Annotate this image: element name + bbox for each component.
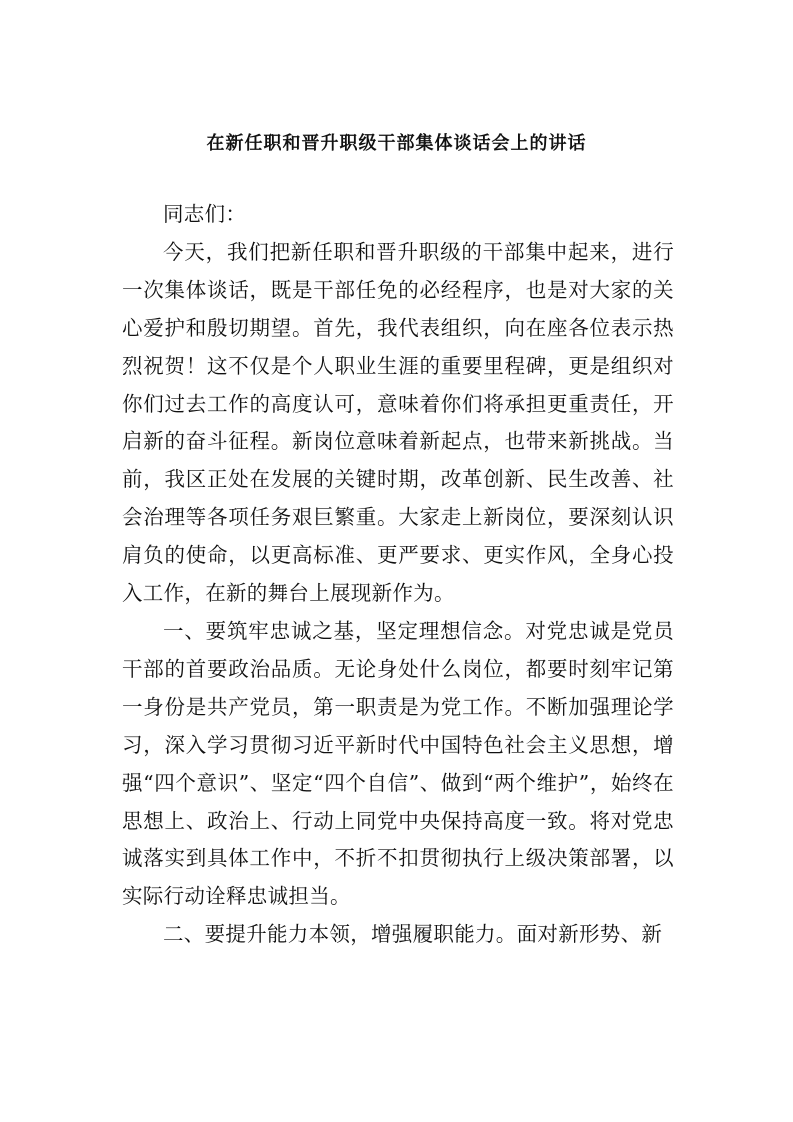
salutation: 同志们：: [163, 202, 247, 226]
paragraph-ability: 二、要提升能力本领，增强履职能力。面对新形势、新: [163, 922, 663, 947]
paragraph-intro: 今天，我们把新任职和晋升职级的干部集中起来，进行一次集体谈话，既是干部任免的必经程序，也是对大家的关心爱护和殷切期望。首先，我代表组织，向在座各位表示热烈祝贺！这不仅是个人职业生涯的重要里程碑，更是组织对你们过去工作的高度认可，意味着你们将承担更重责任，开启新的奋斗征程。新岗位意味着新起点，也带来新挑战。当前，我区正处在发展的关键时期，改革创新、民生改善、社会治理等各项任务艰巨繁重。大家走上新岗位，要深刻认识肩负的使命，以更高标准、更严要求、更实作风，全身心投入工作，在新的舞台上展现新作为。: [122, 239, 674, 606]
paragraph-loyalty: 一、要筑牢忠诚之基，坚定理想信念。对党忠诚是党员干部的首要政治品质。无论身处什么岗位，都要时刻牢记第一身份是共产党员，第一职责是为党工作。不断加强理论学习，深入学习贯彻习近平新时代中国特色社会主义思想，增强“四个意识”、坚定“四个自信”、做到“两个维护”，始终在思想上、政治上、行动上同党中央保持高度一致。将对党忠诚落实到具体工作中，不折不扣贯彻执行上级决策部署，以实际行动诠释忠诚担当。: [122, 618, 674, 909]
document-title: 在新任职和晋升职级干部集体谈话会上的讲话: [206, 133, 587, 154]
document-body: [122, 196, 674, 954]
